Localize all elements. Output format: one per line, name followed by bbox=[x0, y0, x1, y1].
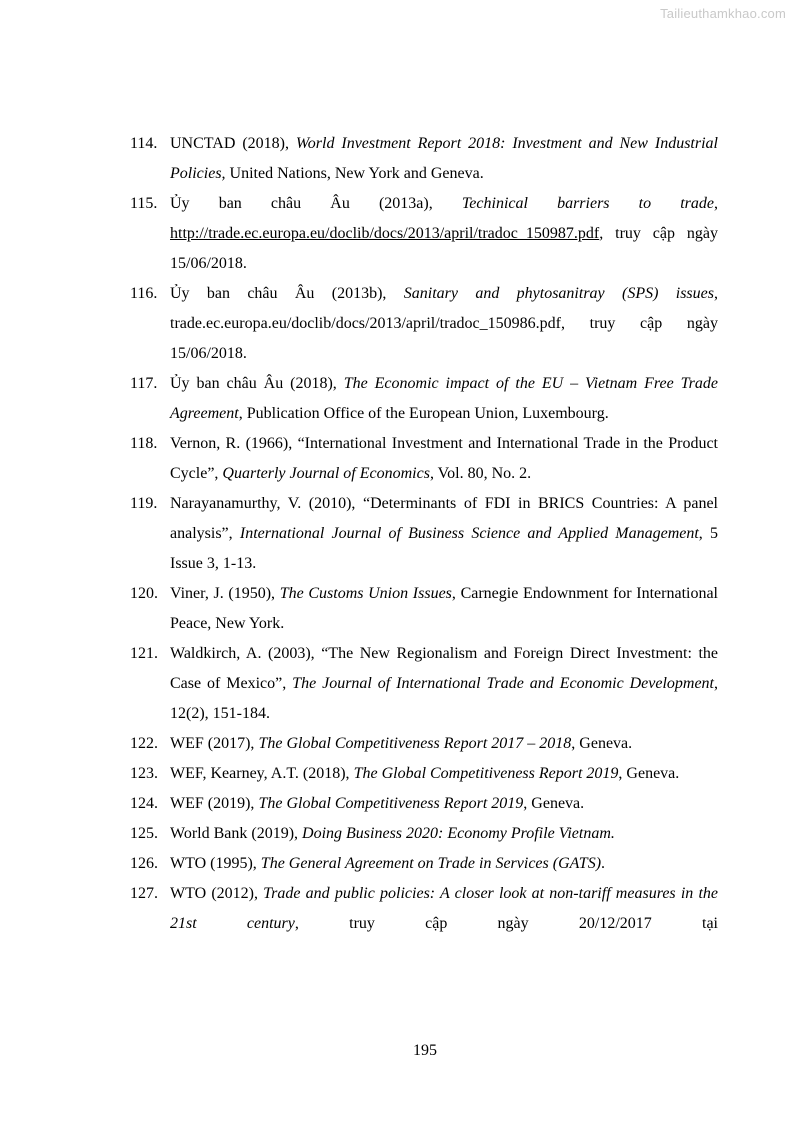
reference-number: 119. bbox=[130, 495, 158, 512]
reference-item bbox=[130, 189, 718, 279]
reference-item bbox=[130, 759, 718, 789]
reference-text: WTO (1995), The General Agreement on Trade in Services (GATS). bbox=[170, 855, 606, 872]
reference-item bbox=[130, 369, 718, 429]
reference-text: WEF (2019), The Global Competitiveness Report 2019, Geneva. bbox=[170, 795, 585, 812]
reference-text: Vernon, R. (1966), “International Investment and International Trade in the Product Cycle”, Quarterly Journal of Economics, Vol. 80, No. 2. bbox=[170, 435, 718, 482]
reference-text: World Bank (2019), Doing Business 2020: Economy Profile Vietnam. bbox=[170, 825, 615, 842]
reference-item bbox=[130, 579, 718, 639]
reference-number: 115. bbox=[130, 195, 158, 212]
reference-number: 120. bbox=[130, 585, 158, 602]
reference-item bbox=[130, 639, 718, 729]
reference-text: WEF, Kearney, A.T. (2018), The Global Competitiveness Report 2019, Geneva. bbox=[170, 765, 680, 782]
reference-item bbox=[130, 879, 718, 939]
reference-item bbox=[130, 789, 718, 819]
reference-item bbox=[130, 129, 718, 189]
reference-text: WTO (2012), Trade and public policies: A closer look at non-tariff measures in the 21st century, truy cập ngày 20/12/2017 tại bbox=[170, 885, 719, 932]
reference-text: Ủy ban châu Âu (2018), The Economic impact of the EU – Vietnam Free Trade Agreement, Publication Office of the European Union, Luxembourg. bbox=[170, 375, 718, 422]
reference-number: 122. bbox=[130, 735, 158, 752]
reference-number: 125. bbox=[130, 825, 158, 842]
reference-text: Narayanamurthy, V. (2010), “Determinants of FDI in BRICS Countries: A panel analysis”, International Journal of Business Science and Applied Management, 5 Issue 3, 1-13. bbox=[170, 495, 718, 572]
watermark: Tailieuthamkhao.com bbox=[660, 6, 786, 21]
reference-number: 123. bbox=[130, 765, 158, 782]
reference-number: 127. bbox=[130, 885, 158, 902]
reference-text: Viner, J. (1950), The Customs Union Issues, Carnegie Endownment for International Peace, New York. bbox=[170, 585, 719, 632]
reference-number: 126. bbox=[130, 855, 158, 872]
reference-text: Ủy ban châu Âu (2013a), Techinical barriers to trade, http://trade.ec.europa.eu/doclib/docs/2013/april/tradoc_150987.pdf, truy cập ngày 15/06/2018. bbox=[170, 195, 719, 272]
reference-link[interactable]: http://trade.ec.europa.eu/doclib/docs/2013/april/tradoc_150987.pdf bbox=[170, 225, 600, 242]
reference-text: UNCTAD (2018), World Investment Report 2018: Investment and New Industrial Policies, United Nations, New York and Geneva. bbox=[170, 135, 718, 182]
reference-item bbox=[130, 819, 718, 849]
reference-item bbox=[130, 729, 718, 759]
reference-text: Ủy ban châu Âu (2013b), Sanitary and phytosanitray (SPS) issues, trade.ec.europa.eu/doclib/docs/2013/april/tradoc_150986.pdf, truy cập ngày 15/06/2018. bbox=[170, 285, 718, 362]
reference-item bbox=[130, 429, 718, 489]
reference-item bbox=[130, 849, 718, 879]
page-number: 195 bbox=[413, 1042, 437, 1059]
reference-number: 124. bbox=[130, 795, 158, 812]
reference-text: WEF (2017), The Global Competitiveness Report 2017 – 2018, Geneva. bbox=[170, 735, 633, 752]
reference-item bbox=[130, 489, 718, 579]
reference-list bbox=[130, 129, 718, 939]
reference-number: 114. bbox=[130, 135, 158, 152]
reference-number: 118. bbox=[130, 435, 158, 452]
reference-number: 121. bbox=[130, 645, 158, 662]
reference-number: 116. bbox=[130, 285, 158, 302]
reference-item bbox=[130, 279, 718, 369]
reference-number: 117. bbox=[130, 375, 158, 392]
reference-text: Waldkirch, A. (2003), “The New Regionalism and Foreign Direct Investment: the Case of Mexico”, The Journal of International Trade and Economic Development, 12(2), 151-184. bbox=[170, 645, 718, 722]
